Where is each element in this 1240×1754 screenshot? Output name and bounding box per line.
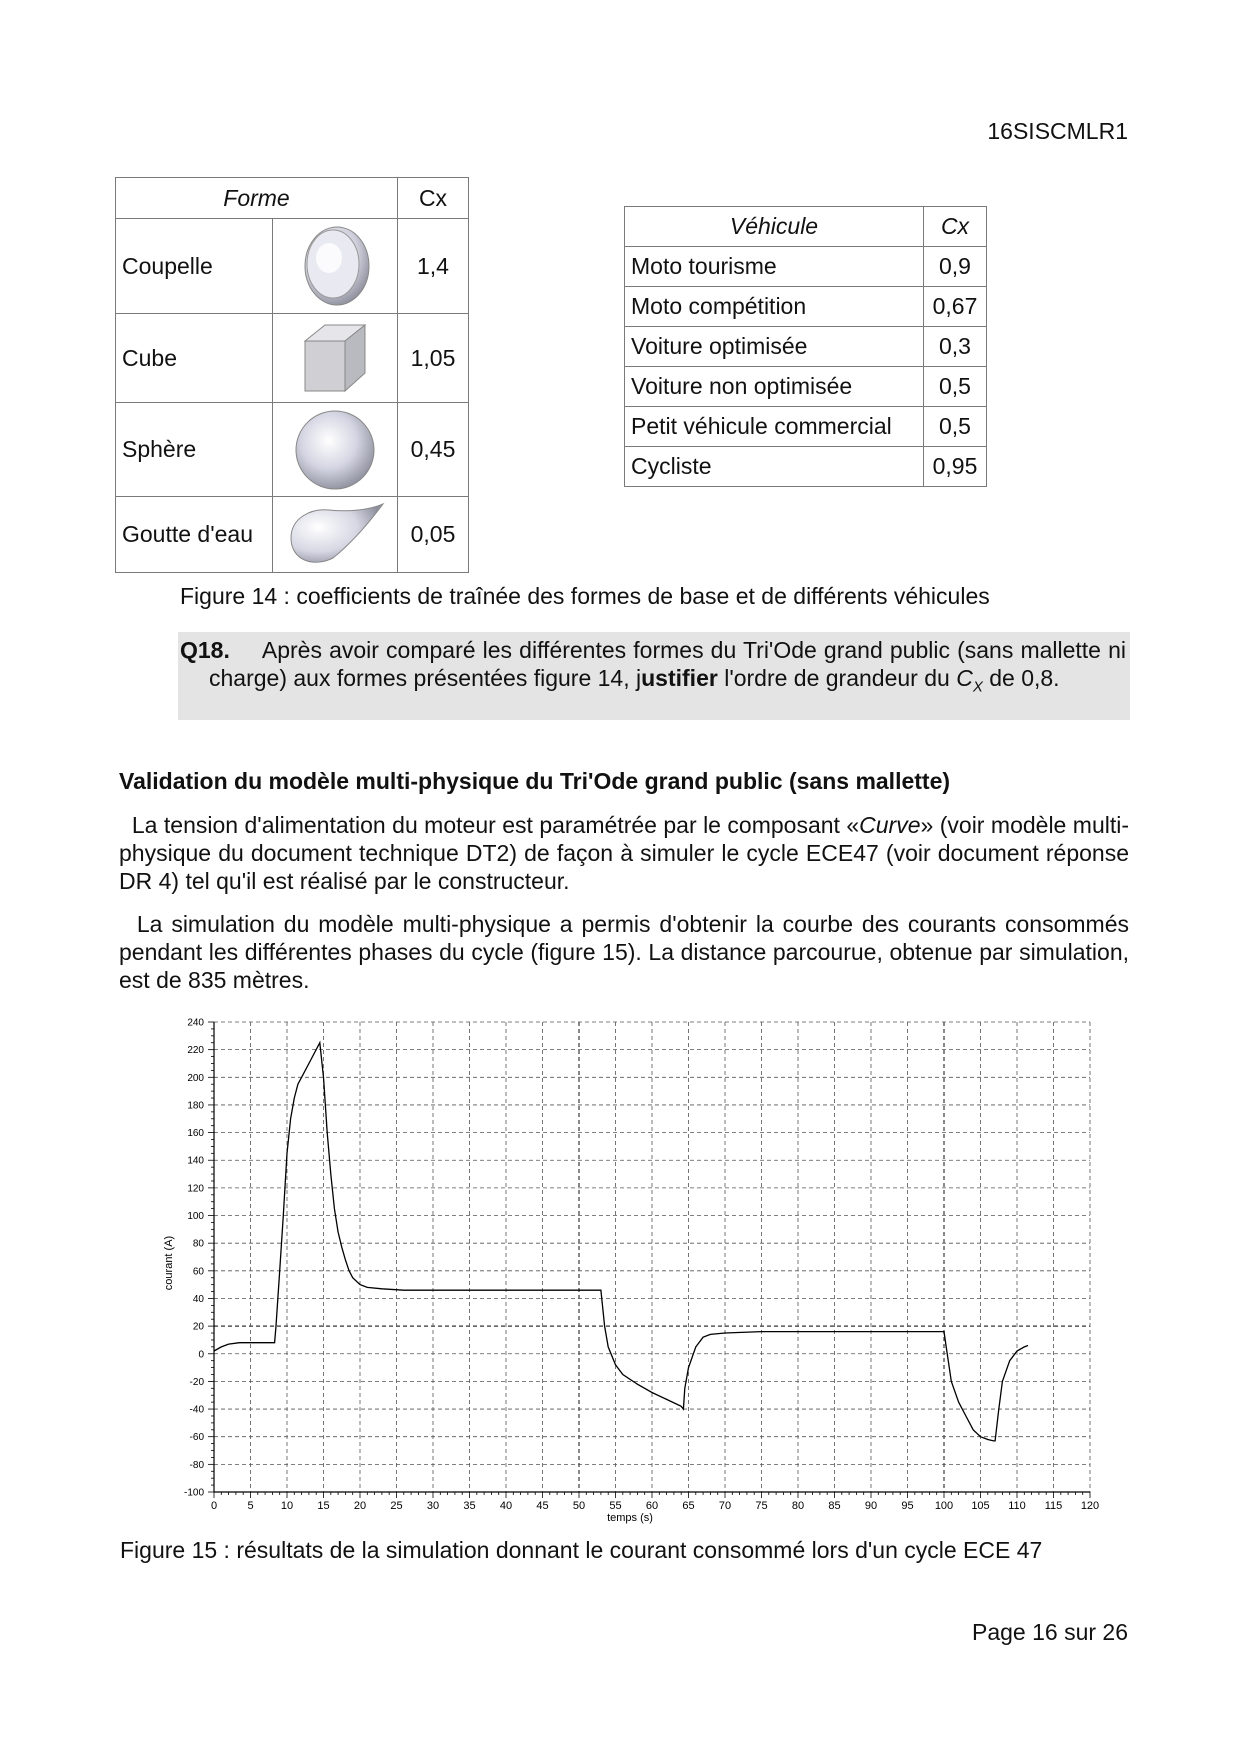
x-tick-label: 60 [645, 1500, 659, 1512]
chart-grid [214, 1022, 1090, 1492]
x-tick-label: 10 [280, 1500, 294, 1512]
paragraph-2 [119, 910, 1129, 994]
chart-axes [208, 1022, 1090, 1498]
y-tick-label: 80 [192, 1238, 204, 1250]
cx-header: Cx [398, 178, 469, 219]
cup-shape-icon [295, 224, 375, 308]
y-tick-label: 220 [187, 1045, 204, 1057]
x-tick-label: 20 [353, 1500, 367, 1512]
y-tick-label: -100 [183, 1487, 204, 1499]
document-code: 16SISCMLR1 [987, 118, 1128, 144]
drop-shape-icon [283, 502, 387, 568]
vehicle-cx: 0,3 [924, 327, 987, 367]
question-label: Q18. [180, 637, 230, 663]
x-tick-labels [211, 1500, 1099, 1512]
vehicle-name: Cycliste [625, 447, 924, 487]
current-chart [160, 1008, 1100, 1528]
x-tick-label: 15 [317, 1500, 330, 1512]
x-tick-label: 45 [536, 1500, 549, 1512]
y-tick-label: -40 [189, 1404, 204, 1416]
question-text-2: l'ordre de grandeur du [717, 665, 957, 691]
x-tick-label: 50 [572, 1500, 586, 1512]
x-tick-label: 0 [210, 1500, 218, 1512]
y-tick-label: 180 [187, 1100, 204, 1112]
table-row [625, 247, 987, 287]
shapes-drag-table [115, 177, 469, 573]
y-tick-label: 200 [187, 1072, 204, 1084]
shape-name: Goutte d'eau [116, 497, 273, 573]
question-emphasis: ustifier [641, 665, 718, 691]
shape-name: Sphère [116, 403, 273, 497]
x-tick-label: 115 [1044, 1500, 1063, 1512]
y-tick-label: 160 [187, 1128, 204, 1140]
table-row [625, 367, 987, 407]
table-row [116, 219, 469, 314]
x-tick-label: 95 [901, 1500, 914, 1512]
x-tick-label: 85 [828, 1500, 841, 1512]
vehicle-name: Voiture optimisée [625, 327, 924, 367]
shape-cx: 0,05 [398, 497, 469, 573]
y-tick-label: 60 [192, 1266, 204, 1278]
question-text-3: de 0,8. [982, 665, 1060, 691]
vehicles-drag-table [624, 206, 987, 487]
y-tick-labels [184, 1018, 204, 1499]
y-tick-label: 0 [198, 1349, 204, 1361]
x-tick-label: 100 [934, 1500, 954, 1512]
x-tick-label: 35 [463, 1500, 476, 1512]
x-tick-label: 105 [971, 1500, 990, 1512]
vehicule-header: Véhicule [625, 207, 924, 247]
shape-cx: 1,4 [398, 219, 469, 314]
x-tick-label: 80 [791, 1500, 805, 1512]
paragraph-1-text: La tension d'alimentation du moteur est paramétrée par le composant « [131, 812, 860, 838]
x-tick-label: 25 [390, 1500, 403, 1512]
question-text: Après avoir comparé les différentes formes du Tri'Ode grand public (sans mallette ni charge) aux formes présentées figure 14, j [209, 637, 1126, 691]
y-tick-label: -60 [189, 1432, 204, 1444]
shape-name: Coupelle [116, 219, 273, 314]
paragraph-1 [119, 811, 1129, 895]
paragraph-2-text: La simulation du modèle multi-physique a permis d'obtenir la courbe des courants consommés pendant les différentes phases du cycle (figure 15). La distance parcourue, obtenue par simulation, est de 835 mètres. [119, 911, 1130, 993]
vehicle-name: Voiture non optimisée [625, 367, 924, 407]
table-row [625, 327, 987, 367]
x-tick-label: 30 [426, 1500, 440, 1512]
x-tick-label: 5 [247, 1500, 254, 1512]
figure-15-caption: Figure 15 : résultats de la simulation donnant le courant consommé lors d'un cycle ECE 47 [120, 1537, 1043, 1563]
cx-header: Cx [924, 207, 987, 247]
y-tick-label: 120 [187, 1183, 204, 1195]
vehicle-cx: 0,9 [924, 247, 987, 287]
x-tick-label: 70 [718, 1500, 732, 1512]
page-number: Page 16 sur 26 [971, 1619, 1128, 1645]
forme-header: Forme [116, 178, 398, 219]
x-tick-label: 110 [1008, 1500, 1026, 1512]
x-tick-label: 90 [864, 1500, 878, 1512]
table-row [116, 403, 469, 497]
x-tick-label: 75 [755, 1500, 768, 1512]
vehicle-name: Petit véhicule commercial [625, 407, 924, 447]
table-row [116, 497, 469, 573]
table-row [625, 407, 987, 447]
table-row [625, 287, 987, 327]
figure-14-caption: Figure 14 : coefficients de traînée des formes de base et de différents véhicules [180, 583, 990, 609]
x-tick-label: 55 [609, 1500, 622, 1512]
y-tick-label: 240 [187, 1017, 204, 1029]
sphere-shape-icon [293, 408, 377, 492]
table-row [625, 447, 987, 487]
vehicle-cx: 0,5 [924, 407, 987, 447]
cube-shape-icon [300, 321, 370, 395]
table-row [116, 314, 469, 403]
y-axis-label: courant (A) [163, 1235, 175, 1291]
shape-cx: 1,05 [398, 314, 469, 403]
paragraph-1-text-end: » (voir modèle multi-physique du document technique DT2) de façon à simuler le cycle ECE47 (voir document réponse DR 4) tel qu'il est réalisé par le constructeur. [119, 812, 1130, 894]
x-tick-label: 120 [1080, 1500, 1100, 1512]
vehicle-name: Moto compétition [625, 287, 924, 327]
vehicle-cx: 0,95 [924, 447, 987, 487]
y-tick-label: 40 [192, 1293, 204, 1305]
y-tick-label: 100 [187, 1211, 204, 1223]
section-title: Validation du modèle multi-physique du Tri'Ode grand public (sans mallette) [119, 768, 951, 794]
shape-cx: 0,45 [398, 403, 469, 497]
y-tick-label: 140 [187, 1155, 204, 1167]
x-axis-label: temps (s) [607, 1512, 653, 1524]
cx-symbol: C [956, 665, 973, 691]
y-tick-label: -20 [189, 1376, 204, 1388]
question-q18 [180, 636, 1126, 702]
y-tick-label: -80 [189, 1459, 204, 1471]
x-tick-label: 65 [682, 1500, 695, 1512]
y-tick-label: 20 [192, 1321, 204, 1333]
cx-subscript: X [972, 678, 983, 696]
x-tick-label: 40 [499, 1500, 513, 1512]
vehicle-cx: 0,5 [924, 367, 987, 407]
vehicle-name: Moto tourisme [625, 247, 924, 287]
vehicle-cx: 0,67 [924, 287, 987, 327]
curve-term: Curve [859, 812, 921, 838]
shape-name: Cube [116, 314, 273, 403]
